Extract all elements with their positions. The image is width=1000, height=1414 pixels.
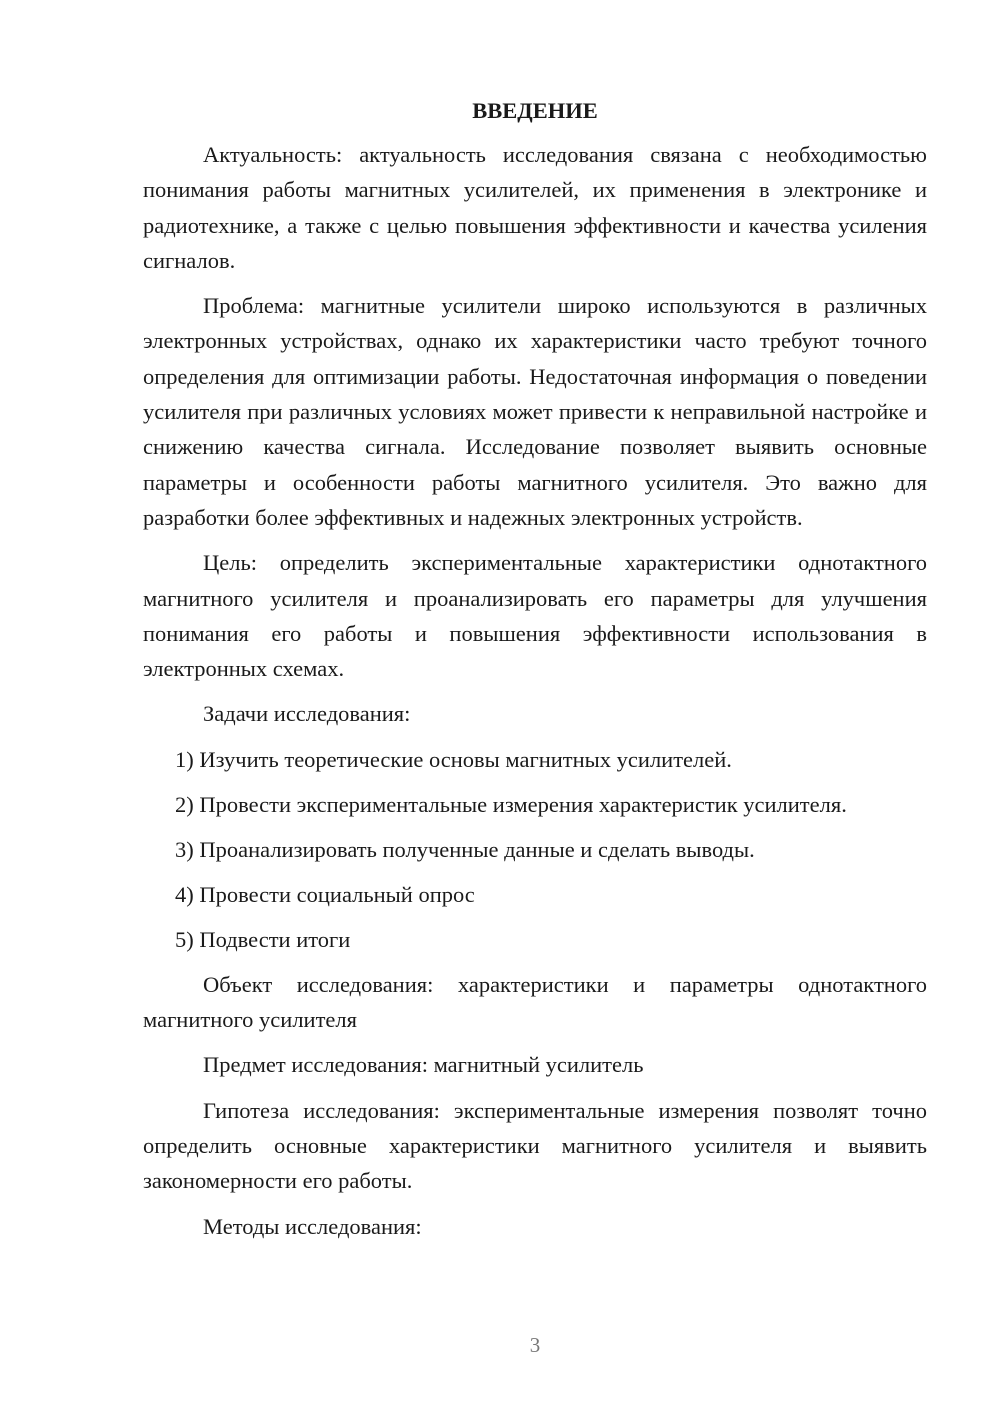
section-title: ВВЕДЕНИЕ bbox=[472, 98, 598, 123]
list-item: 5) Подвести итоги bbox=[175, 926, 351, 952]
tasks-heading: Задачи исследования: bbox=[203, 701, 411, 727]
list-item: 2) Провести экспериментальные измерения характеристик усилителя. bbox=[175, 791, 847, 817]
paragraph-hypothesis: Гипотеза исследования: экспериментальные измерения позволят точно определить основные характеристики магнитного усилителя и выявить закономерности его работы. bbox=[143, 1097, 927, 1194]
page-content bbox=[143, 93, 927, 1254]
page-number: 3 bbox=[529, 1333, 541, 1357]
list-item: 4) Провести социальный опрос bbox=[175, 881, 475, 907]
list-item: 1) Изучить теоретические основы магнитных усилителей. bbox=[175, 746, 732, 772]
list-item: 3) Проанализировать полученные данные и сделать выводы. bbox=[175, 836, 755, 862]
paragraph-problem: Проблема: магнитные усилители широко используются в различных электронных устройствах, однако их характеристики часто требуют точного определения для оптимизации работы. Недостаточная информация о поведении усилителя при различных условиях может привести к неправильной настройке и снижению качества сигнала. Исследование позволяет выявить основные параметры и особенности работы магнитного усилителя. Это важно для разработки более эффективных и надежных электронных устройств. bbox=[143, 293, 927, 530]
paragraph-subject: Предмет исследования: магнитный усилитель bbox=[203, 1052, 644, 1078]
paragraph-relevance: Актуальность: актуальность исследования связана с необходимостью понимания работы магнитных усилителей, их применения в электронике и радиотехнике, а также с целью повышения эффективности и качества усиления сигналов. bbox=[143, 142, 927, 273]
paragraph-methods: Методы исследования: bbox=[203, 1213, 422, 1239]
paragraph-object: Объект исследования: характеристики и параметры однотактного магнитного усилителя bbox=[143, 971, 927, 1033]
tasks-list bbox=[143, 742, 927, 957]
paragraph-goal: Цель: определить экспериментальные характеристики однотактного магнитного усилителя и проанализировать его параметры для улучшения понимания его работы и повышения эффективности использования в электронных схемах. bbox=[143, 550, 927, 682]
